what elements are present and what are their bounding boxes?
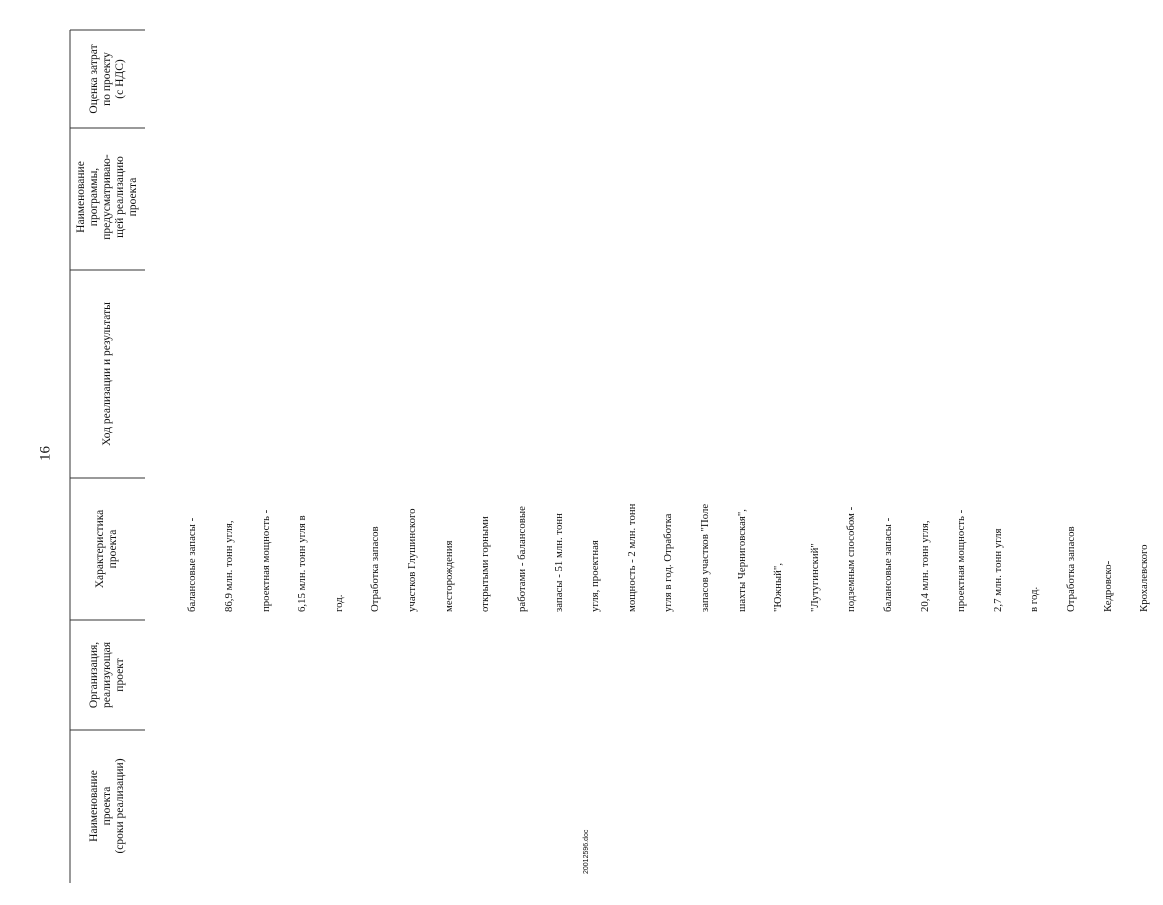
- header-project-characteristic: Характеристика проекта: [94, 509, 119, 589]
- header-project-name: Наименование проекта (сроки реализации): [87, 758, 126, 854]
- header-progress-results: Ход реализации и результаты: [100, 302, 113, 446]
- document-id: 20012596.doc: [583, 829, 590, 874]
- header-program-name: Наименование программы, предусматриваю- щей реализацию проекта: [74, 154, 139, 240]
- header-implementing-organization: Организация, реализующая проект: [87, 641, 126, 709]
- characteristic-body-text: балансовые запасы - 86,9 млн. тонн угля, проектная мощность - 6,15 млн. тонн угля в год. Отработка запасов участков Глушинского месторождения открытыми горными работами - балансовые запасы - 51 млн. тонн угля, проектная мощность - 2 млн. тонн угля в год. Отработка запасов участков "Поле шахты Черниговская", "Южный", "Лутугинский" подземным способом - балансовые запасы - 20,4 млн. тонн угля, проектная мощность - 2,7 млн. тонн угля в год. Отработка запасов Кедровско- Крохалевского: [186, 503, 1151, 612]
- header-cost-estimate: Оценка затрат по проекту (с НДС): [87, 44, 126, 114]
- page-number: 16: [37, 446, 54, 461]
